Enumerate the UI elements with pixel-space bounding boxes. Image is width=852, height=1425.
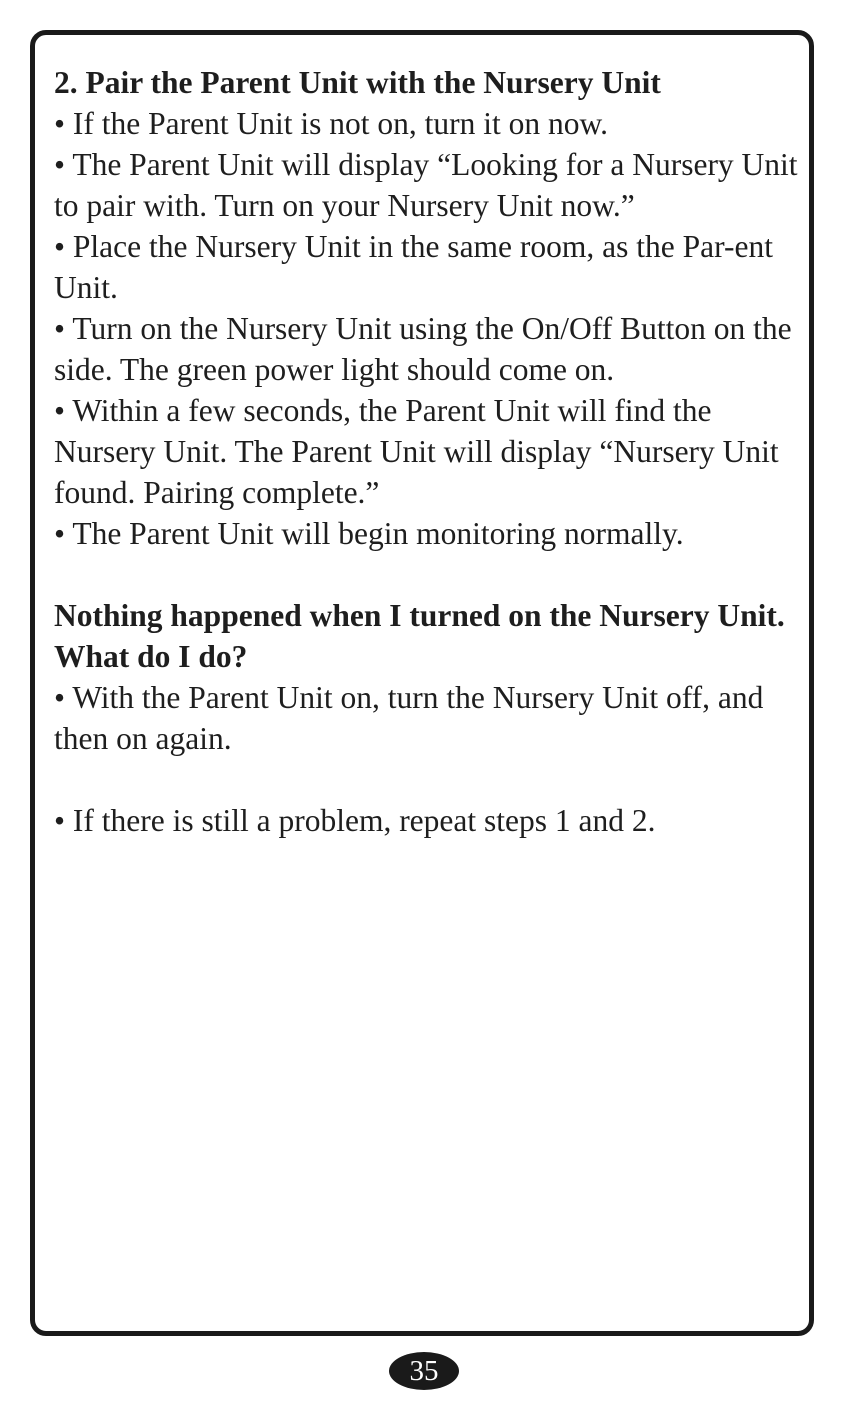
- bullet-repeat-steps: • If there is still a problem, repeat steps 1 and 2.: [54, 803, 656, 838]
- section-spacer: [54, 554, 799, 595]
- bullet-restart-nursery: • With the Parent Unit on, turn the Nursery Unit off, and then on again.: [54, 680, 764, 756]
- section-heading-troubleshoot: Nothing happened when I turned on the Nursery Unit. What do I do?: [54, 598, 785, 674]
- bullet-begin-monitoring: • The Parent Unit will begin monitoring normally.: [54, 516, 684, 551]
- page-content: [54, 62, 799, 841]
- bullet-place-nursery-unit: • Place the Nursery Unit in the same room, as the Par-ent Unit.: [54, 229, 773, 305]
- page-number-badge: 35: [389, 1352, 459, 1390]
- bullet-turn-on-nursery: • Turn on the Nursery Unit using the On/Off Button on the side. The green power light should come on.: [54, 311, 792, 387]
- bullet-turn-on-parent: • If the Parent Unit is not on, turn it on now.: [54, 106, 609, 141]
- bullet-pairing-complete: • Within a few seconds, the Parent Unit will find the Nursery Unit. The Parent Unit will display “Nursery Unit found. Pairing complete.”: [54, 393, 779, 510]
- section-heading-pairing: 2. Pair the Parent Unit with the Nursery Unit: [54, 65, 661, 100]
- paragraph-spacer: [54, 759, 799, 800]
- bullet-looking-for-nursery: • The Parent Unit will display “Looking for a Nursery Unit to pair with. Turn on your Nursery Unit now.”: [54, 147, 798, 223]
